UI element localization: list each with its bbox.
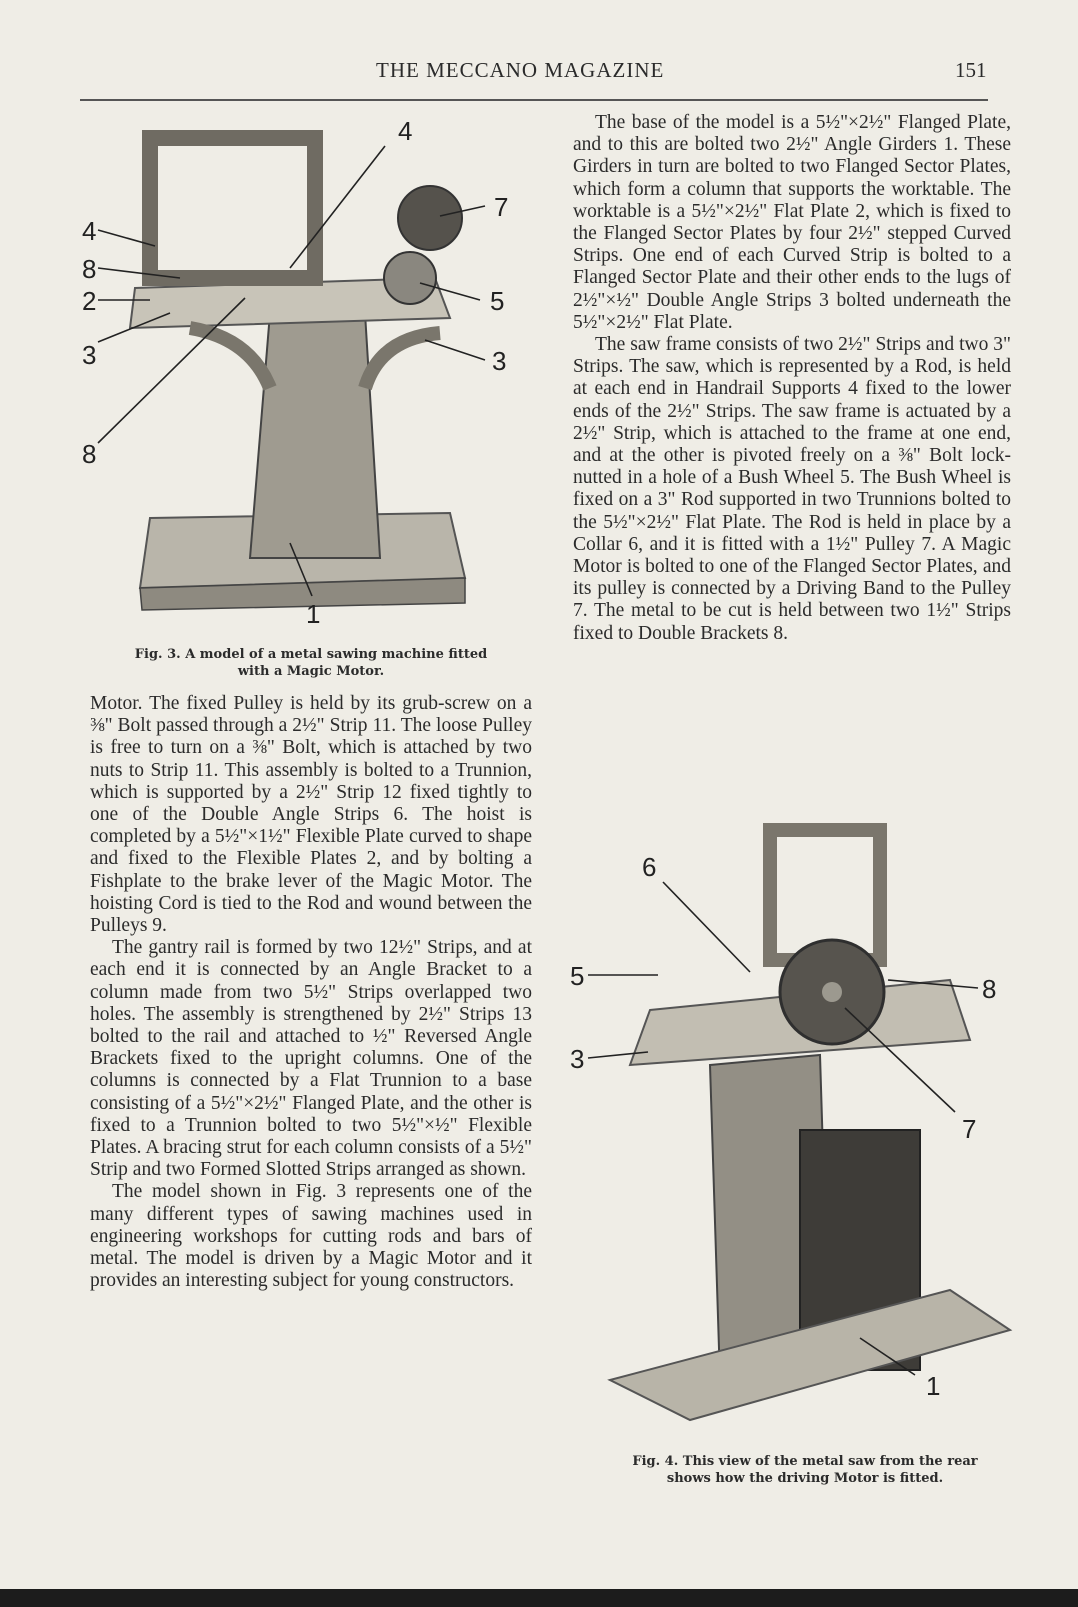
right-column-text	[573, 112, 1011, 645]
fig3-column	[250, 313, 380, 558]
page-number: 151	[955, 58, 987, 82]
paragraph: The model shown in Fig. 3 represents one of the many different types of sawing machines used in engineering workshops for cutting rods and bars of metal. The model is driven by a Magic Motor and it provides an interesting subject for young constructors.	[90, 1181, 532, 1292]
fig3-saw-frame	[150, 138, 315, 278]
figure-4-caption-line: Fig. 4. This view of the metal saw from the rear	[632, 1454, 978, 1469]
paragraph: The base of the model is a 5½"×2½" Flanged Plate, and to this are bolted two 2½" Angle Girders 1. These Girders in turn are bolted to two Flanged Sector Plates, which form a column that supports the worktable. The worktable is a 5½"×2½" Flat Plate 2, which is fixed to the Flanged Sector Plates by four 2½" stepped Curved Strips. One end of each Curved Strip is bolted to a Flanged Sector Plate and their other ends to the lugs of 2½"×½" Double Angle Strips 3 bolted underneath the 5½"×2½" Flat Plate.	[573, 112, 1011, 333]
fig4-callout: 6	[642, 852, 657, 882]
fig3-callout: 8	[82, 254, 97, 284]
fig3-pulley	[398, 186, 462, 250]
fig4-callout: 5	[570, 961, 585, 991]
left-column-text	[90, 693, 532, 1292]
fig3-callout: 3	[492, 346, 507, 376]
fig4-callout: 8	[982, 974, 997, 1004]
figure-4-caption	[580, 1453, 1030, 1487]
fig3-curved-strip	[190, 328, 270, 388]
paragraph: The saw frame consists of two 2½" Strips and two 3" Strips. The saw, which is represented by a Rod, is held at each end in Handrail Supports 4 fixed to the lower ends of the 2½" Strips. The saw frame is actuated by a 2½" Strip, which is attached to the frame at one end, and at the other is pivoted freely on a ⅜" Bolt lock-nutted in a hole of a Bush Wheel 5. The Bush Wheel is fixed on a 3" Rod supported in two Trunnions bolted to the 5½"×2½" Flat Plate. The Rod is held in place by a Collar 6, and it is fitted with a 1½" Pulley 7. A Magic Motor is bolted to one of the Flanged Sector Plates, and its pulley is connected by a Driving Band to the Pulley 7. The metal to be cut is held between two 1½" Strips fixed to Double Brackets 8.	[573, 334, 1011, 644]
paragraph: The gantry rail is formed by two 12½" Strips, and at each end it is connected by an Angle Bracket to a column made from two 5½" Strips overlapped two holes. The assembly is strengthened by 2½" Strips 13 bolted to the rail and attached to ½" Reversed Angle Brackets fixed to the upright columns. One of the columns is connected by a Flat Trunnion to a base consisting of a 5½"×2½" Flanged Plate, and the other is fixed to a Trunnion bolted to two 5½"×½" Flexible Plates. A bracing strut for each column consists of a 5½" Strip and two Formed Slotted Strips arranged as shown.	[90, 937, 532, 1181]
figure-4-illustration	[570, 820, 1030, 1450]
fig3-callout: 4	[398, 118, 413, 146]
fig3-callout: 3	[82, 340, 97, 370]
running-head: THE MECCANO MAGAZINE	[376, 58, 665, 82]
fig3-bush-wheel	[384, 252, 436, 304]
fig3-callout: 2	[82, 286, 97, 316]
figure-3-caption	[90, 646, 532, 680]
paragraph: Motor. The fixed Pulley is held by its grub-screw on a ⅜" Bolt passed through a 2½" Strip 11. The loose Pulley is free to turn on a ⅜" Bolt, which is attached by two nuts to Strip 11. This assembly is bolted to a Trunnion, which is supported by a 2½" Strip 12 fixed tightly to one of the Double Angle Strips 6. The hoist is completed by a 5½"×1½" Flexible Plate curved to shape and fixed to the Flexible Plates 2, and by bolting a Fishplate to the brake lever of the Magic Motor. The hoisting Cord is tied to the Rod and wound between the Pulleys 9.	[90, 693, 532, 937]
fig3-callout: 5	[490, 286, 505, 316]
figure-3-drawing	[80, 118, 530, 638]
fig3-callout: 1	[306, 599, 321, 629]
figure-4-caption-line: shows how the driving Motor is fitted.	[666, 1471, 944, 1486]
fig3-callout: 8	[82, 439, 97, 469]
figure-3-caption-line: Fig. 3. A model of a metal sawing machine fitted	[134, 647, 488, 662]
figure-4-drawing	[570, 820, 1030, 1450]
scan-bottom-edge	[0, 1589, 1078, 1607]
fig4-callout: 1	[926, 1371, 941, 1401]
figure-3-illustration	[80, 118, 530, 638]
figure-3-caption-line: with a Magic Motor.	[237, 664, 385, 679]
fig4-callout: 3	[570, 1044, 585, 1074]
header-rule	[80, 99, 988, 101]
fig3-callout: 4	[82, 216, 97, 246]
fig3-callout: 7	[494, 192, 509, 222]
fig4-pulley-hub	[822, 982, 842, 1002]
fig4-callout: 7	[962, 1114, 977, 1144]
